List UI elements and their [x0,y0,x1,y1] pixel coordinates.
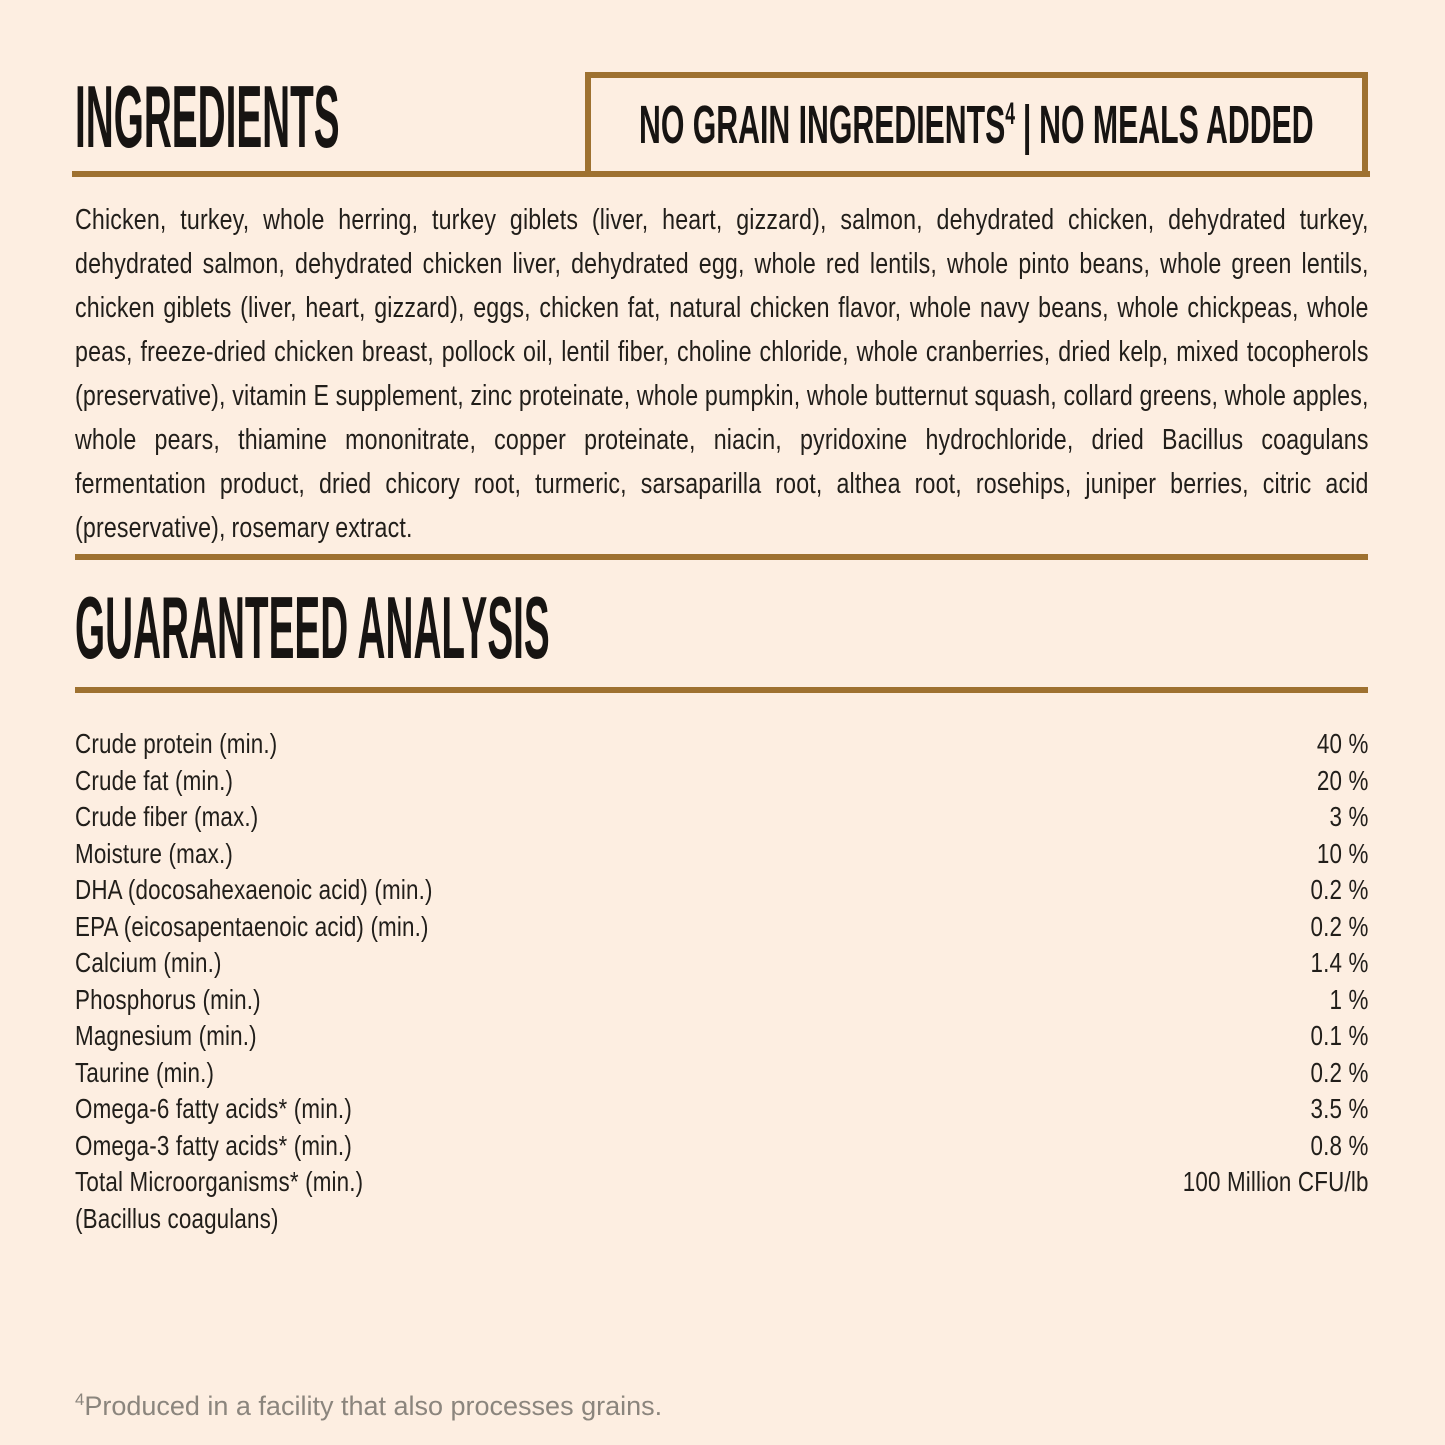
label-content [75,0,1368,1423]
analysis-row-value: 100 Million CFU/lb [1182,1166,1369,1197]
analysis-row-value: 1.4 % [1310,947,1369,978]
analysis-row-label: Crude fiber (max.) [75,801,259,832]
analysis-row [75,909,1369,946]
analysis-table [75,726,1369,1237]
analysis-row-label: EPA (eicosapentaenoic acid) (min.) [75,910,429,942]
ingredients-header [75,0,1368,177]
analysis-row-label: Crude fat (min.) [75,764,234,796]
analysis-row-label: Omega-6 fatty acids* (min.) [75,1093,352,1124]
analysis-row-label: Crude protein (min.) [75,728,278,759]
analysis-row-value: 0.2 % [1310,1056,1369,1088]
analysis-row-value: 0.8 % [1310,1129,1369,1161]
analysis-row [75,763,1369,800]
analysis-row-label: (Bacillus coagulans) [75,1202,279,1234]
analysis-row [75,872,1369,909]
analysis-row-value: 0.2 % [1310,874,1369,905]
analysis-row-value: 20 % [1316,764,1369,796]
no-grain-badge-text [639,94,1314,155]
analysis-row-value: 0.2 % [1310,910,1369,942]
analysis-row-label: Moisture (max.) [75,837,233,869]
analysis-row [75,799,1369,836]
analysis-row-value: 10 % [1316,837,1369,869]
analysis-row-label: Phosphorus (min.) [75,983,261,1015]
badge-left-text: NO GRAIN INGREDIENTS [639,94,1006,155]
ingredients-paragraph: Chicken, turkey, whole herring, turkey giblets (liver, heart, gizzard), salmon, dehydrated chicken, dehydrated turkey, dehydrated salmon, dehydrated chicken liver, dehydrated egg, whole red lentils, whole pinto beans, whole green lentils, chicken giblets (liver, heart, gizzard), eggs, chicken fat, natural chicken flavor, whole navy beans, whole chickpeas, whole peas, freeze-dried chicken breast, pollock oil, lentil fiber, choline chloride, whole cranberries, dried kelp, mixed tocopherols (preservative), vitamin E supplement, zinc proteinate, whole pumpkin, whole butternut squash, collard greens, whole apples, whole pears, thiamine mononitrate, copper proteinate, niacin, pyridoxine hydrochloride, dried Bacillus coagulans fermentation product, dried chicory root, turmeric, sarsaparilla root, althea root, rosehips, juniper berries, citric acid (preservative), rosemary extract. [75,204,1369,544]
badge-separator: | [1023,94,1032,155]
analysis-row [75,982,1369,1019]
analysis-row [75,1164,1369,1201]
analysis-row-value: 0.1 % [1310,1020,1369,1051]
ingredients-title: INGREDIENTS [75,67,340,166]
analysis-row-label: Taurine (min.) [75,1056,215,1088]
analysis-row [75,836,1369,873]
analysis-row [75,945,1369,982]
analysis-row-value: 3.5 % [1310,1093,1369,1124]
analysis-row-value: 40 % [1316,728,1369,759]
analysis-row [75,1055,1369,1092]
analysis-row-value: 3 % [1329,801,1369,832]
analysis-row [75,1018,1369,1055]
analysis-row-label: Total Microorganisms* (min.) [75,1166,364,1197]
no-grain-badge [585,72,1368,177]
analysis-row [75,1201,1369,1238]
analysis-row-label: DHA (docosahexaenoic acid) (min.) [75,874,433,905]
analysis-row-label: Calcium (min.) [75,947,222,978]
guaranteed-analysis-title: GUARANTEED ANALYSIS [75,578,550,677]
analysis-row [75,1128,1369,1165]
analysis-row [75,726,1369,763]
section-divider [75,554,1368,560]
guaranteed-analysis-underline [75,687,1368,693]
footnote-superscript: 4 [75,1390,85,1409]
badge-left-superscript: 4 [1005,95,1016,131]
footnote [75,1389,1368,1423]
analysis-row [75,1091,1369,1128]
footnote-text: Produced in a facility that also processes grains. [84,1391,663,1421]
analysis-row-label: Magnesium (min.) [75,1020,257,1051]
badge-right-text: NO MEALS ADDED [1039,94,1314,155]
analysis-row-value: 1 % [1329,983,1369,1015]
analysis-row-label: Omega-3 fatty acids* (min.) [75,1129,352,1161]
